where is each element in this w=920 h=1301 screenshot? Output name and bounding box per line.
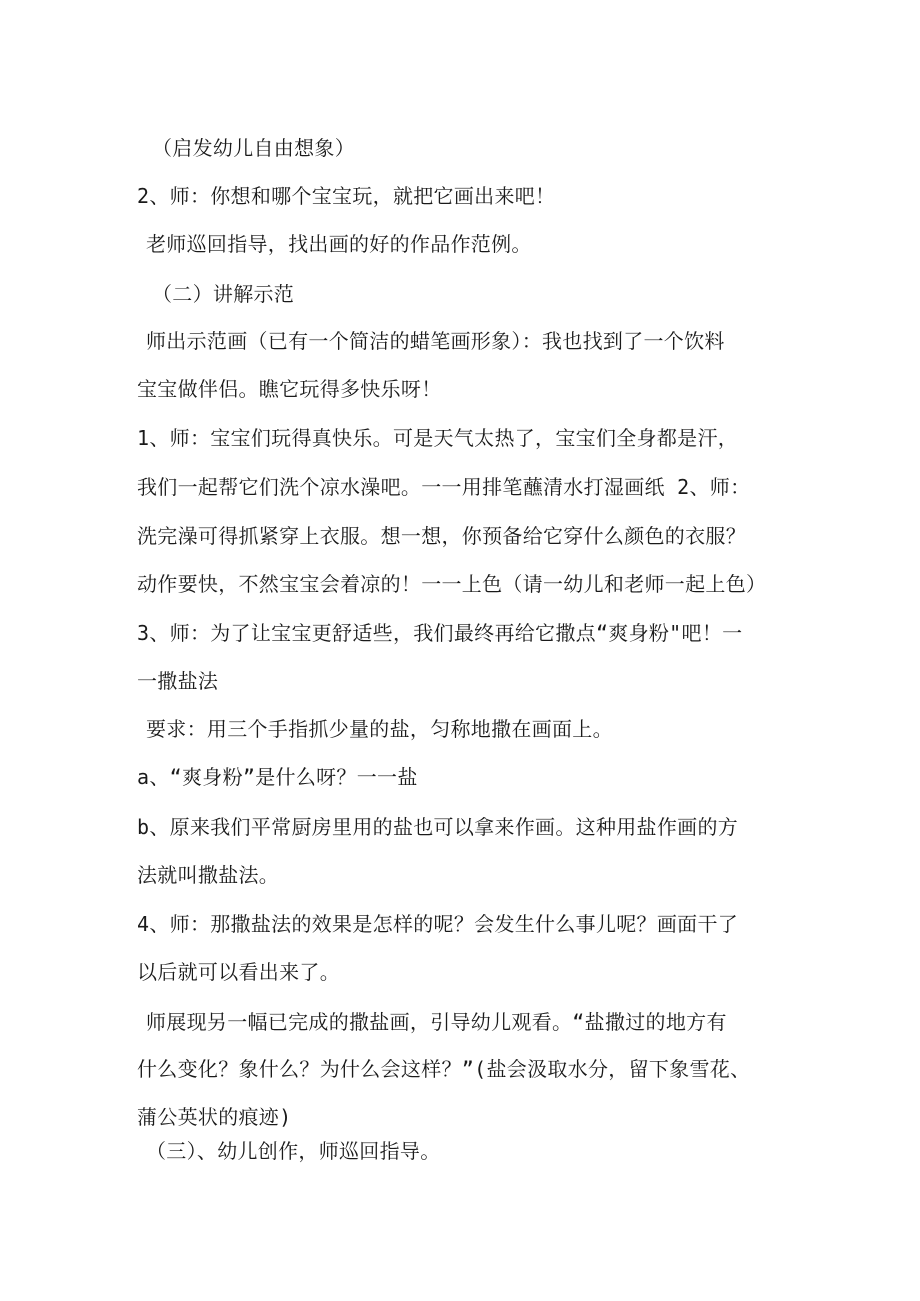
text-line: （启发幼儿自由想象） [152,136,355,160]
text-line: b、原来我们平常厨房里用的盐也可以拿来作画。这种用盐作画的方 [137,815,739,839]
text-line: 4、师：那撒盐法的效果是怎样的呢？会发生什么事儿呢？画面干了 [137,912,739,936]
text-line: 师展现另一幅已完成的撒盐画，引导幼儿观看。“盐撒过的地方有 [146,1010,727,1034]
text-line: 师出示范画（已有一个简洁的蜡笔画形象）：我也找到了一个饮料 [146,329,725,353]
text-line: 2、师：你想和哪个宝宝玩，就把它画出来吧！ [137,184,556,208]
text-line: 一撒盐法 [137,669,219,693]
text-line: 3、师：为了让宝宝更舒适些，我们最终再给它撒点“爽身粉"吧！一 [137,621,743,645]
text-line: 法就叫撒盐法。 [137,863,280,887]
text-line: 以后就可以看出来了。 [137,960,340,984]
text-line: 我们一起帮它们洗个凉水澡吧。一一用排笔蘸清水打湿画纸 2、师： [137,475,751,499]
text-line: 1、师：宝宝们玩得真快乐。可是天气太热了，宝宝们全身都是汗， [137,426,739,450]
text-line: （二）讲解示范 [152,282,295,306]
text-line: 洗完澡可得抓紧穿上衣服。想一想，你预备给它穿什么颜色的衣服？ [137,524,746,548]
text-line: （三）、幼儿创作，师巡回指导。 [146,1139,441,1163]
text-line: 蒲公英状的痕迹) [137,1105,292,1129]
text-line: 要求：用三个手指抓少量的盐，匀称地撒在画面上。 [146,717,613,741]
text-line: 老师巡回指导，找出画的好的作品作范例。 [146,232,532,256]
text-line: 宝宝做伴侣。瞧它玩得多快乐呀！ [137,377,442,401]
text-line: 什么变化？象什么？为什么会这样？”(盐会汲取水分，留下象雪花、 [137,1057,751,1081]
text-line: a、“爽身粉”是什么呀？一一盐 [137,765,418,789]
text-line: 动作要快，不然宝宝会着凉的！一一上色（请一幼儿和老师一起上色） [137,572,767,596]
